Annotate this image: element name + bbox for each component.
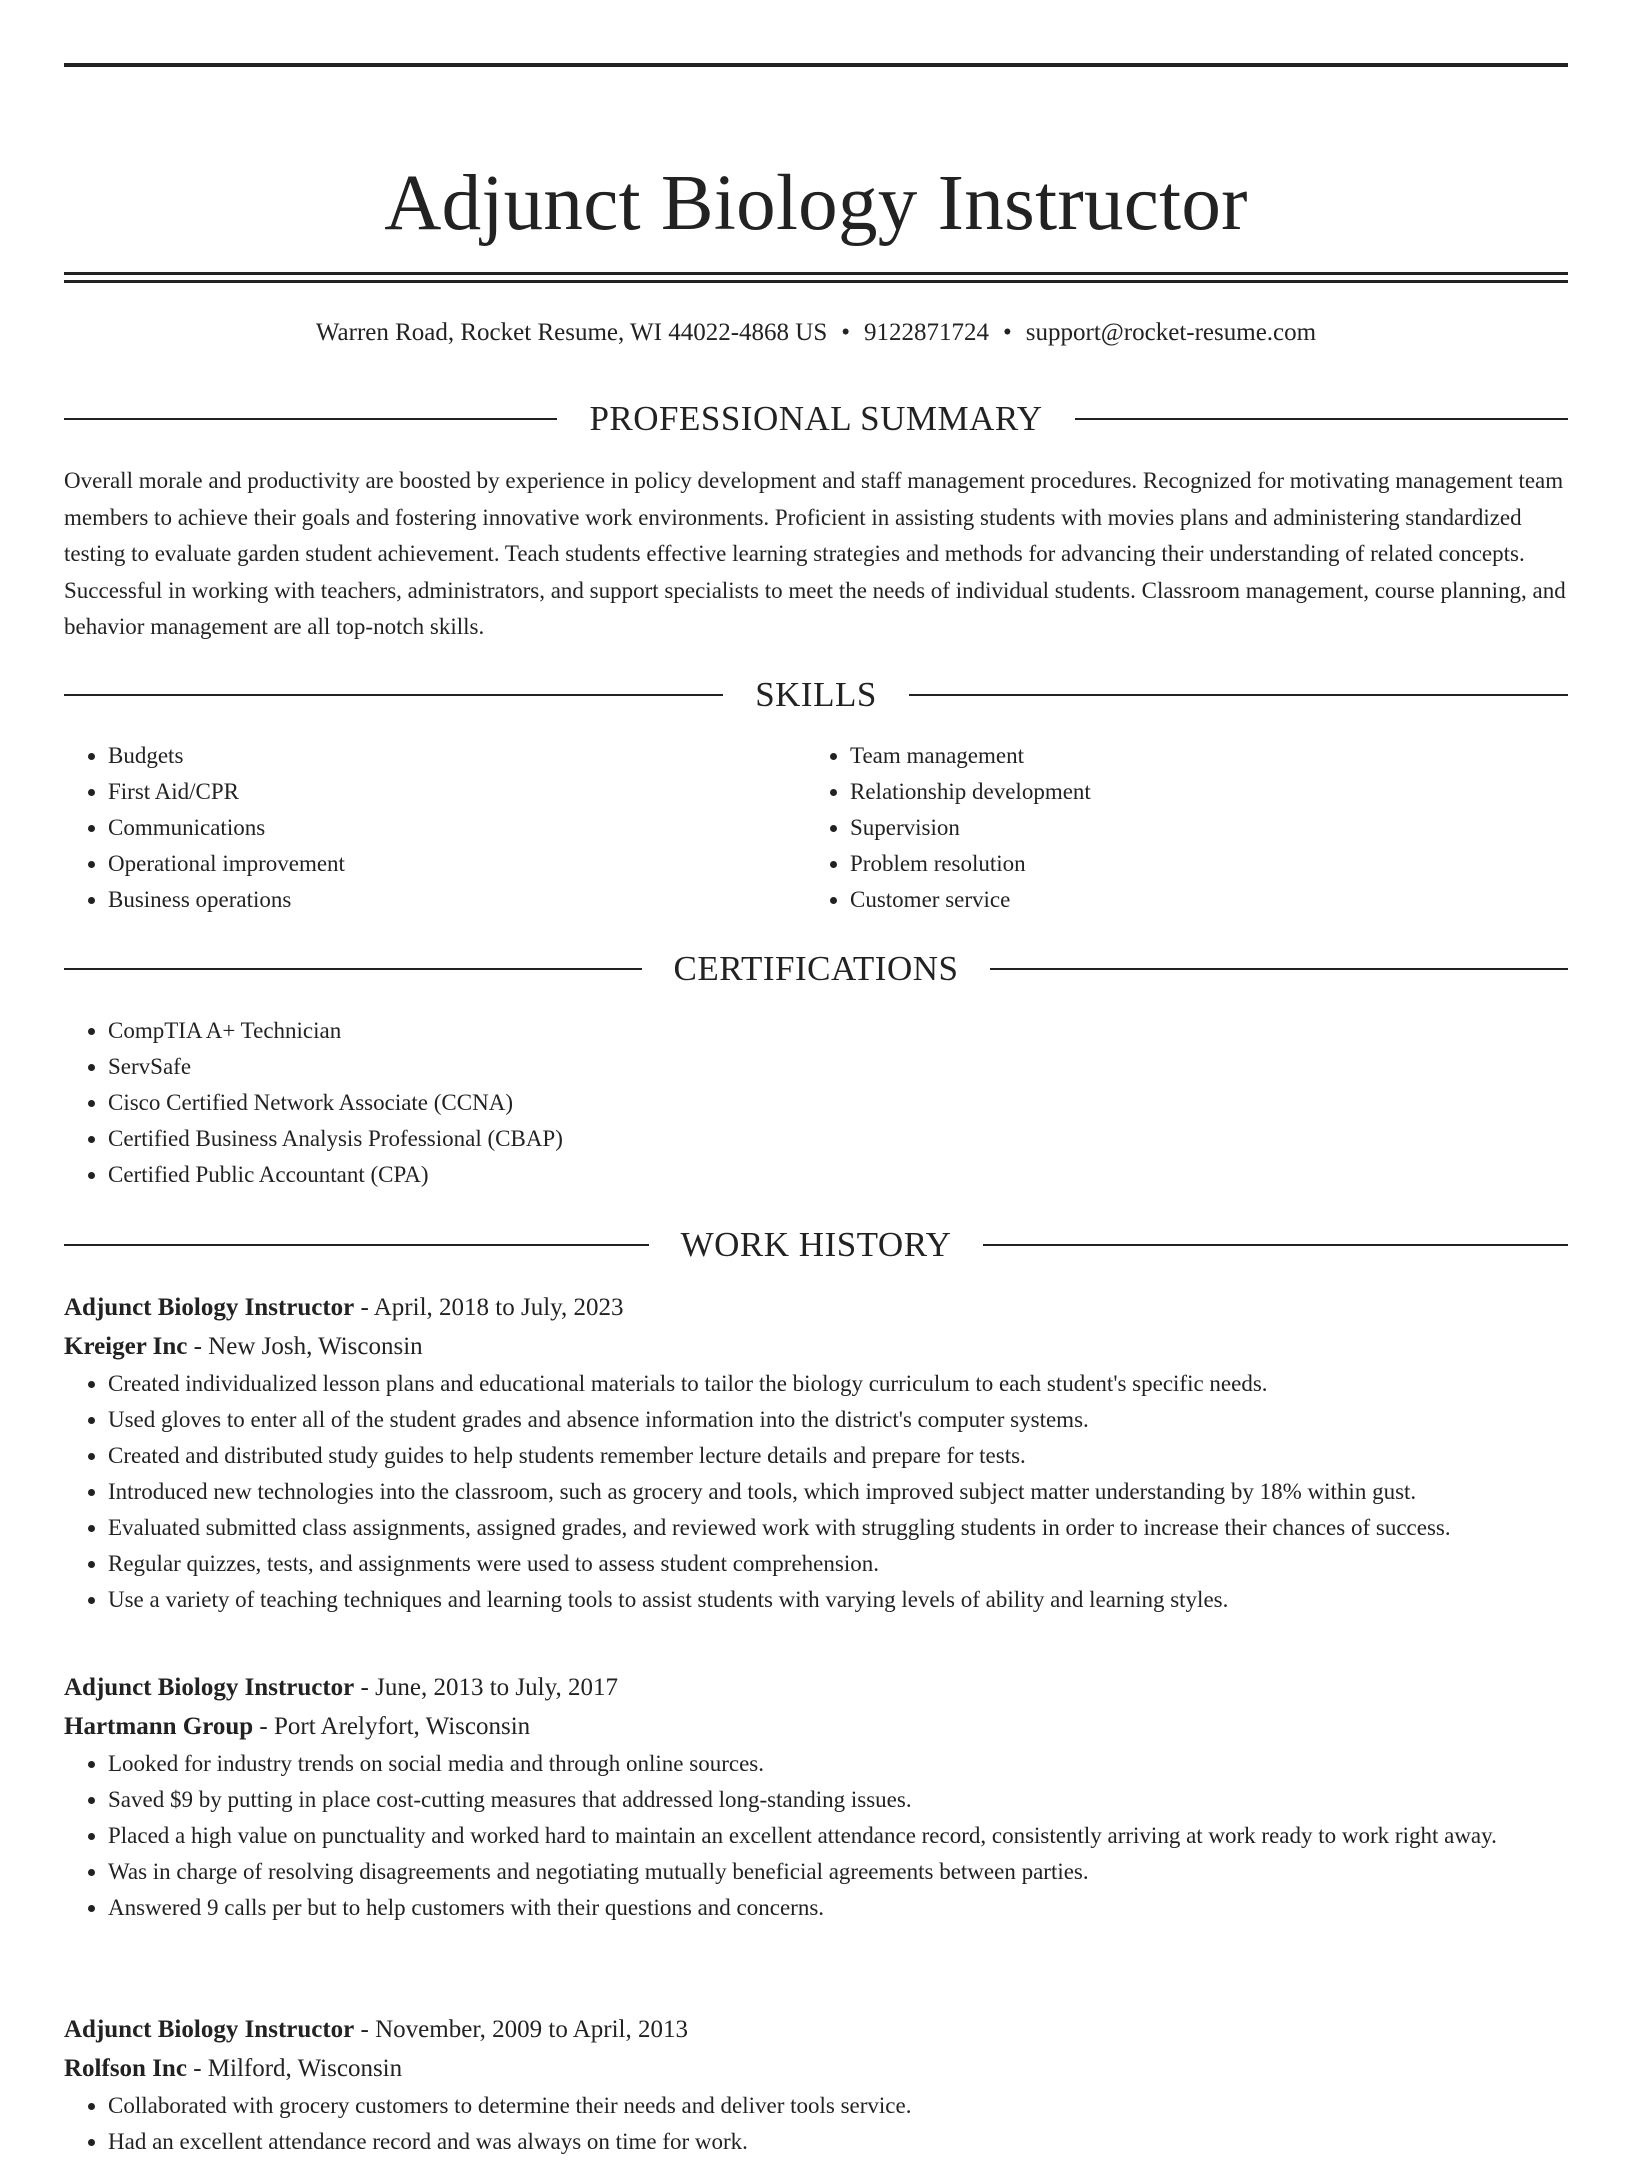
- skill-item: • Relationship development: [850, 774, 1548, 810]
- job-title-line: [64, 1288, 1568, 1327]
- skills-heading: [64, 673, 1568, 717]
- job-company-line: [64, 2049, 1568, 2088]
- skill-item: • Business operations: [108, 882, 806, 918]
- job-title: Adjunct Biology Instructor: [64, 2016, 355, 2043]
- heading-rule: [64, 1244, 649, 1246]
- job-dates: - November, 2009 to April, 2013: [354, 2016, 688, 2043]
- top-rule: [64, 63, 1568, 67]
- job-entry: [64, 1668, 1568, 1926]
- job-bullet: • Use a variety of teaching techniques and learning tools to assist students with varying levels of ability and learning styles.: [108, 1582, 1568, 1618]
- certification-item: • Cisco Certified Network Associate (CCNA): [108, 1085, 1568, 1121]
- certification-item: • ServSafe: [108, 1049, 1568, 1085]
- job-dates: - June, 2013 to July, 2017: [354, 1674, 618, 1701]
- job-bullet: • Was in charge of resolving disagreements and negotiating mutually beneficial agreements between parties.: [108, 1854, 1568, 1890]
- job-bullet: • Saved $9 by putting in place cost-cutting measures that addressed long-standing issues.: [108, 1782, 1568, 1818]
- contact-email[interactable]: support@rocket-resume.com: [1025, 319, 1317, 346]
- title-double-rule: [64, 272, 1568, 283]
- job-title-line: [64, 2010, 1568, 2049]
- job-bullet: • Looked for industry trends on social media and through online sources.: [108, 1746, 1568, 1782]
- heading-rule: [990, 968, 1568, 970]
- certification-item: • CompTIA A+ Technician: [108, 1013, 1568, 1049]
- work-history-heading: [64, 1223, 1568, 1267]
- job-bullet: • Used gloves to enter all of the student grades and absence information into the district's computer systems.: [108, 1402, 1568, 1438]
- job-bullet: • Answered 9 calls per but to help customers with their questions and concerns.: [108, 1890, 1568, 1926]
- job-company: Hartmann Group: [64, 1713, 254, 1740]
- skills-list: [64, 738, 1568, 918]
- job-location: - Milford, Wisconsin: [186, 2055, 403, 2082]
- summary-text: Overall morale and productivity are boosted by experience in policy development and staff management procedures. Recognized for motivating management team members to achieve their goals and fostering innovative work environments. Proficient in assisting students with movies plans and administering standardized testing to evaluate garden student achievement. Teach students effective learning strategies and methods for advancing their understanding of related concepts. Successful in working with teachers, administrators, and support specialists to meet the needs of individual students. Classroom management, course planning, and behavior management are all top-notch skills.: [64, 468, 1566, 639]
- certifications-heading: [64, 947, 1568, 991]
- job-bullets: [64, 1366, 1568, 1618]
- job-title: Adjunct Biology Instructor: [64, 1294, 355, 1321]
- contact-phone: 9122871724: [864, 319, 990, 346]
- skill-item: • Team management: [850, 738, 1548, 774]
- heading-rule: [983, 1244, 1568, 1246]
- job-title: Adjunct Biology Instructor: [64, 1674, 355, 1701]
- job-bullet: • Introduced new technologies into the classroom, such as grocery and tools, which improved subject matter understanding by 18% within gust.: [108, 1474, 1568, 1510]
- job-location: - Port Arelyfort, Wisconsin: [253, 1713, 531, 1740]
- skills-column-left: [64, 738, 806, 918]
- job-company: Rolfson Inc: [64, 2055, 187, 2082]
- job-bullet: • Created and distributed study guides to help students remember lecture details and prepare for tests.: [108, 1438, 1568, 1474]
- job-bullet: • Had an excellent attendance record and was always on time for work.: [108, 2124, 1568, 2160]
- job-company: Kreiger Inc: [64, 1333, 188, 1360]
- job-location: - New Josh, Wisconsin: [187, 1333, 423, 1360]
- skill-item: • First Aid/CPR: [108, 774, 806, 810]
- job-bullets: [64, 1746, 1568, 1926]
- resume-title: Adjunct Biology Instructor: [384, 160, 1248, 247]
- job-dates: - April, 2018 to July, 2023: [354, 1294, 624, 1321]
- heading-rule: [64, 694, 723, 696]
- skill-item: • Supervision: [850, 810, 1548, 846]
- resume-page: [0, 63, 1632, 2175]
- job-entry: [64, 2010, 1568, 2160]
- contact-separator: •: [841, 319, 851, 346]
- job-bullets: [64, 2088, 1568, 2160]
- job-bullet: • Collaborated with grocery customers to determine their needs and deliver tools service.: [108, 2088, 1568, 2124]
- skill-item: • Operational improvement: [108, 846, 806, 882]
- job-entry: [64, 1288, 1568, 1618]
- job-bullet: • Created individualized lesson plans and educational materials to tailor the biology curriculum to each student's specific needs.: [108, 1366, 1568, 1402]
- certifications-heading-label: CERTIFICATIONS: [673, 949, 959, 988]
- work-history-heading-label: WORK HISTORY: [680, 1225, 952, 1264]
- skill-item: • Problem resolution: [850, 846, 1548, 882]
- skill-item: • Customer service: [850, 882, 1548, 918]
- job-bullet: • Evaluated submitted class assignments, assigned grades, and reviewed work with struggling students in order to increase their chances of success.: [108, 1510, 1568, 1546]
- skill-item: • Communications: [108, 810, 806, 846]
- skill-item: • Budgets: [108, 738, 806, 774]
- job-company-line: [64, 1707, 1568, 1746]
- contact-line: [64, 315, 1568, 351]
- summary-heading-label: PROFESSIONAL SUMMARY: [589, 399, 1043, 438]
- certifications-list: [64, 1013, 1568, 1193]
- job-bullet: • Placed a high value on punctuality and worked hard to maintain an excellent attendance record, consistently arriving at work ready to work right away.: [108, 1818, 1568, 1854]
- job-company-line: [64, 1327, 1568, 1366]
- heading-rule: [64, 968, 642, 970]
- heading-rule: [909, 694, 1568, 696]
- job-bullet: • Regular quizzes, tests, and assignments were used to assess student comprehension.: [108, 1546, 1568, 1582]
- summary-heading: [64, 397, 1568, 441]
- certification-item: • Certified Public Accountant (CPA): [108, 1157, 1568, 1193]
- skills-column-right: [806, 738, 1548, 918]
- job-title-line: [64, 1668, 1568, 1707]
- contact-separator: •: [1003, 319, 1012, 346]
- heading-rule: [64, 418, 557, 420]
- heading-rule: [1075, 418, 1568, 420]
- skills-heading-label: SKILLS: [755, 675, 877, 714]
- contact-address: Warren Road, Rocket Resume, WI 44022-4868 US: [315, 319, 828, 346]
- certification-item: • Certified Business Analysis Professional (CBAP): [108, 1121, 1568, 1157]
